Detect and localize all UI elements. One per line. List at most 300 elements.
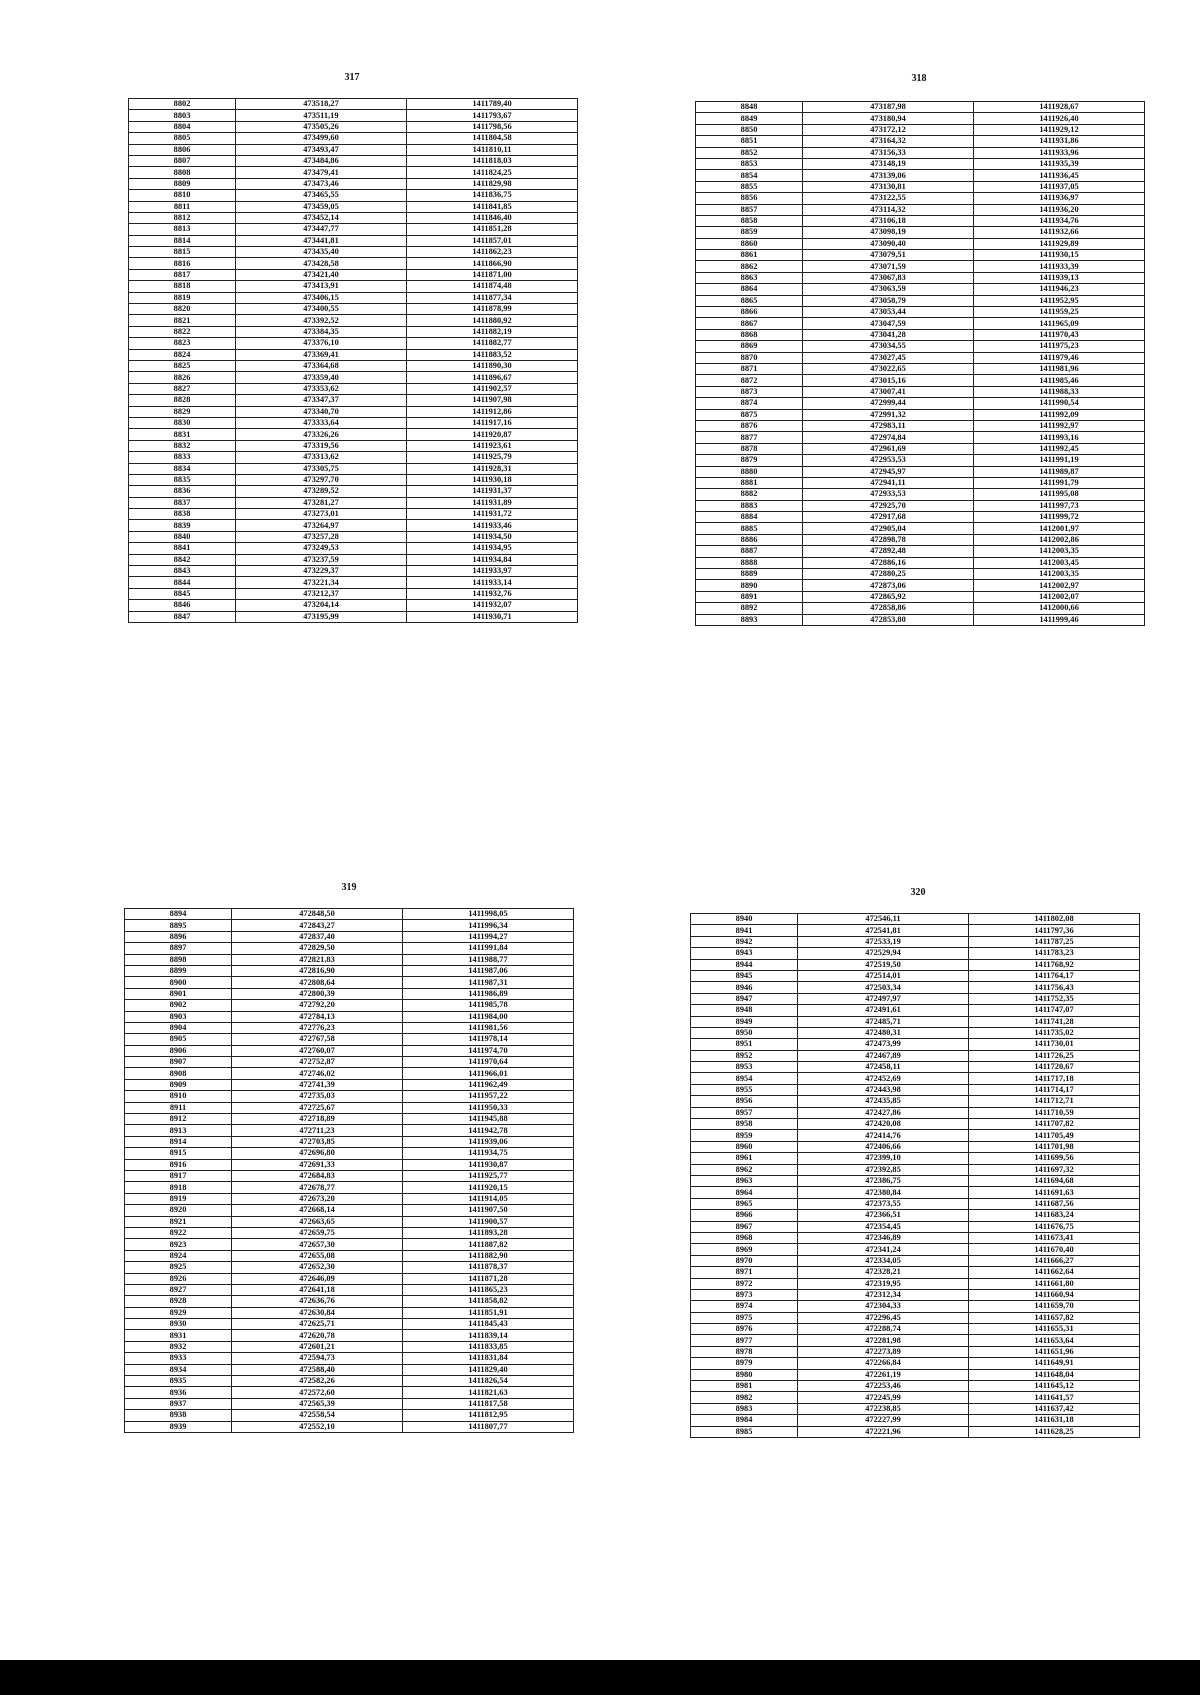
y-coordinate-cell: 1411926,40	[974, 113, 1145, 124]
table-row	[129, 577, 578, 588]
point-number-cell: 8964	[691, 1187, 798, 1198]
x-coordinate-cell: 472443,98	[798, 1084, 969, 1095]
x-coordinate-cell: 473364,68	[236, 360, 407, 371]
y-coordinate-cell: 1411882,77	[407, 338, 578, 349]
table-row	[125, 954, 574, 965]
table-row	[125, 1319, 574, 1330]
y-coordinate-cell: 1411735,02	[969, 1027, 1140, 1038]
x-coordinate-cell: 472843,27	[232, 920, 403, 931]
table-row	[125, 1034, 574, 1045]
coordinate-table-320	[690, 913, 1140, 1438]
y-coordinate-cell: 1411979,46	[974, 352, 1145, 363]
x-coordinate-cell: 472741,39	[232, 1079, 403, 1090]
x-coordinate-cell: 473156,33	[803, 147, 974, 158]
point-number-cell: 8925	[125, 1262, 232, 1273]
y-coordinate-cell: 1411817,58	[403, 1398, 574, 1409]
point-number-cell: 8860	[696, 238, 803, 249]
table-row	[125, 1057, 574, 1068]
point-number-cell: 8952	[691, 1050, 798, 1061]
x-coordinate-cell: 472473,99	[798, 1039, 969, 1050]
x-coordinate-cell: 473353,62	[236, 383, 407, 394]
x-coordinate-cell: 473428,58	[236, 258, 407, 269]
point-number-cell: 8915	[125, 1148, 232, 1159]
y-coordinate-cell: 1411975,23	[974, 341, 1145, 352]
x-coordinate-cell: 473273,01	[236, 509, 407, 520]
point-number-cell: 8867	[696, 318, 803, 329]
y-coordinate-cell: 1411865,23	[403, 1284, 574, 1295]
point-number-cell: 8910	[125, 1091, 232, 1102]
point-number-cell: 8932	[125, 1341, 232, 1352]
y-coordinate-cell: 1411936,20	[974, 204, 1145, 215]
table-row	[696, 557, 1145, 568]
point-number-cell: 8841	[129, 543, 236, 554]
x-coordinate-cell: 472735,03	[232, 1091, 403, 1102]
y-coordinate-cell: 1411826,54	[403, 1376, 574, 1387]
x-coordinate-cell: 472620,78	[232, 1330, 403, 1341]
x-coordinate-cell: 472760,07	[232, 1045, 403, 1056]
point-number-cell: 8906	[125, 1045, 232, 1056]
point-number-cell: 8945	[691, 970, 798, 981]
table-row	[696, 363, 1145, 374]
y-coordinate-cell: 1411648,04	[969, 1369, 1140, 1380]
x-coordinate-cell: 473164,32	[803, 136, 974, 147]
x-coordinate-cell: 473098,19	[803, 227, 974, 238]
x-coordinate-cell: 473053,44	[803, 307, 974, 318]
table-row	[696, 603, 1145, 614]
table-row	[691, 1175, 1140, 1186]
point-number-cell: 8973	[691, 1289, 798, 1300]
x-coordinate-cell: 472253,46	[798, 1381, 969, 1392]
table-row	[691, 1050, 1140, 1061]
y-coordinate-cell: 1412002,07	[974, 591, 1145, 602]
y-coordinate-cell: 1411935,39	[974, 158, 1145, 169]
y-coordinate-cell: 1411920,87	[407, 429, 578, 440]
x-coordinate-cell: 472312,34	[798, 1289, 969, 1300]
x-coordinate-cell: 472837,40	[232, 931, 403, 942]
table-row	[129, 315, 578, 326]
table-row	[696, 523, 1145, 534]
point-number-cell: 8936	[125, 1387, 232, 1398]
x-coordinate-cell: 473204,14	[236, 600, 407, 611]
page-number-317: 317	[344, 72, 360, 83]
point-number-cell: 8939	[125, 1421, 232, 1432]
table-row	[691, 936, 1140, 947]
point-number-cell: 8857	[696, 204, 803, 215]
y-coordinate-cell: 1411992,45	[974, 443, 1145, 454]
y-coordinate-cell: 1411993,16	[974, 432, 1145, 443]
y-coordinate-cell: 1411752,35	[969, 993, 1140, 1004]
point-number-cell: 8875	[696, 409, 803, 420]
point-number-cell: 8985	[691, 1426, 798, 1437]
x-coordinate-cell: 473058,79	[803, 295, 974, 306]
table-row	[691, 1005, 1140, 1016]
table-row	[129, 600, 578, 611]
table-row	[129, 167, 578, 178]
y-coordinate-cell: 1411912,86	[407, 406, 578, 417]
x-coordinate-cell: 473257,28	[236, 531, 407, 542]
point-number-cell: 8907	[125, 1057, 232, 1068]
y-coordinate-cell: 1411866,90	[407, 258, 578, 269]
x-coordinate-cell: 473079,51	[803, 250, 974, 261]
table-row	[691, 1084, 1140, 1095]
x-coordinate-cell: 472821,83	[232, 954, 403, 965]
table-row	[129, 212, 578, 223]
point-number-cell: 8856	[696, 193, 803, 204]
y-coordinate-cell: 1411965,09	[974, 318, 1145, 329]
point-number-cell: 8921	[125, 1216, 232, 1227]
y-coordinate-cell: 1411959,25	[974, 307, 1145, 318]
x-coordinate-cell: 473229,37	[236, 566, 407, 577]
table-row	[125, 943, 574, 954]
point-number-cell: 8885	[696, 523, 803, 534]
table-row	[696, 124, 1145, 135]
table-row	[691, 1141, 1140, 1152]
table-row	[129, 554, 578, 565]
y-coordinate-cell: 1411945,88	[403, 1114, 574, 1125]
table-row	[696, 432, 1145, 443]
y-coordinate-cell: 1411882,90	[403, 1250, 574, 1261]
y-coordinate-cell: 1411712,71	[969, 1096, 1140, 1107]
x-coordinate-cell: 472334,05	[798, 1255, 969, 1266]
point-number-cell: 8965	[691, 1198, 798, 1209]
y-coordinate-cell: 1411934,75	[403, 1148, 574, 1159]
y-coordinate-cell: 1411812,95	[403, 1410, 574, 1421]
x-coordinate-cell: 472273,89	[798, 1346, 969, 1357]
x-coordinate-cell: 472974,84	[803, 432, 974, 443]
point-number-cell: 8836	[129, 486, 236, 497]
y-coordinate-cell: 1411683,24	[969, 1210, 1140, 1221]
table-row	[696, 261, 1145, 272]
point-number-cell: 8871	[696, 363, 803, 374]
y-coordinate-cell: 1411931,89	[407, 497, 578, 508]
y-coordinate-cell: 1412003,35	[974, 546, 1145, 557]
point-number-cell: 8865	[696, 295, 803, 306]
point-number-cell: 8833	[129, 452, 236, 463]
table-row	[696, 204, 1145, 215]
x-coordinate-cell: 472646,09	[232, 1273, 403, 1284]
point-number-cell: 8977	[691, 1335, 798, 1346]
x-coordinate-cell: 473441,81	[236, 235, 407, 246]
table-row	[696, 466, 1145, 477]
point-number-cell: 8819	[129, 292, 236, 303]
point-number-cell: 8934	[125, 1364, 232, 1375]
x-coordinate-cell: 472533,19	[798, 936, 969, 947]
table-row	[696, 272, 1145, 283]
table-row	[696, 295, 1145, 306]
y-coordinate-cell: 1411931,86	[974, 136, 1145, 147]
table-row	[691, 982, 1140, 993]
scan-bottom-edge	[0, 1660, 1200, 1695]
y-coordinate-cell: 1411783,23	[969, 948, 1140, 959]
table-row	[696, 614, 1145, 625]
point-number-cell: 8943	[691, 948, 798, 959]
x-coordinate-cell: 473289,52	[236, 486, 407, 497]
table-row	[129, 110, 578, 121]
y-coordinate-cell: 1411984,00	[403, 1011, 574, 1022]
x-coordinate-cell: 473063,59	[803, 284, 974, 295]
table-row	[125, 977, 574, 988]
x-coordinate-cell: 472684,83	[232, 1170, 403, 1181]
y-coordinate-cell: 1411804,58	[407, 133, 578, 144]
x-coordinate-cell: 472752,87	[232, 1057, 403, 1068]
x-coordinate-cell: 472582,26	[232, 1376, 403, 1387]
point-number-cell: 8981	[691, 1381, 798, 1392]
point-number-cell: 8887	[696, 546, 803, 557]
x-coordinate-cell: 472366,51	[798, 1210, 969, 1221]
x-coordinate-cell: 472288,74	[798, 1324, 969, 1335]
table-row	[129, 497, 578, 508]
table-row	[125, 1148, 574, 1159]
point-number-cell: 8895	[125, 920, 232, 931]
y-coordinate-cell: 1411914,05	[403, 1193, 574, 1204]
y-coordinate-cell: 1411846,40	[407, 212, 578, 223]
point-number-cell: 8828	[129, 395, 236, 406]
x-coordinate-cell: 472630,84	[232, 1307, 403, 1318]
y-coordinate-cell: 1411793,67	[407, 110, 578, 121]
x-coordinate-cell: 472703,85	[232, 1136, 403, 1147]
table-row	[696, 307, 1145, 318]
table-row	[691, 1073, 1140, 1084]
x-coordinate-cell: 472991,32	[803, 409, 974, 420]
y-coordinate-cell: 1411882,19	[407, 326, 578, 337]
y-coordinate-cell: 1411818,03	[407, 155, 578, 166]
y-coordinate-cell: 1411929,12	[974, 124, 1145, 135]
table-row	[691, 1016, 1140, 1027]
y-coordinate-cell: 1411995,08	[974, 489, 1145, 500]
x-coordinate-cell: 473281,27	[236, 497, 407, 508]
table-row	[696, 386, 1145, 397]
table-row	[129, 326, 578, 337]
table-row	[691, 1289, 1140, 1300]
point-number-cell: 8820	[129, 304, 236, 315]
point-number-cell: 8960	[691, 1141, 798, 1152]
y-coordinate-cell: 1411877,34	[407, 292, 578, 303]
point-number-cell: 8824	[129, 349, 236, 360]
table-row	[696, 147, 1145, 158]
point-number-cell: 8873	[696, 386, 803, 397]
x-coordinate-cell: 472588,40	[232, 1364, 403, 1375]
point-number-cell: 8830	[129, 417, 236, 428]
point-number-cell: 8872	[696, 375, 803, 386]
x-coordinate-cell: 472941,11	[803, 477, 974, 488]
y-coordinate-cell: 1411939,13	[974, 272, 1145, 283]
table-row	[125, 1170, 574, 1181]
point-number-cell: 8838	[129, 509, 236, 520]
x-coordinate-cell: 472873,06	[803, 580, 974, 591]
point-number-cell: 8929	[125, 1307, 232, 1318]
table-row	[691, 1130, 1140, 1141]
page-number-318: 318	[911, 73, 927, 84]
x-coordinate-cell: 472435,85	[798, 1096, 969, 1107]
table-row	[696, 170, 1145, 181]
y-coordinate-cell: 1411902,57	[407, 383, 578, 394]
table-row	[125, 1250, 574, 1261]
table-row	[125, 1284, 574, 1295]
y-coordinate-cell: 1411933,96	[974, 147, 1145, 158]
table-row	[129, 520, 578, 531]
x-coordinate-cell: 473473,46	[236, 178, 407, 189]
table-row	[691, 1221, 1140, 1232]
table-row	[691, 948, 1140, 959]
table-row	[696, 102, 1145, 113]
point-number-cell: 8893	[696, 614, 803, 625]
y-coordinate-cell: 1411670,40	[969, 1244, 1140, 1255]
y-coordinate-cell: 1411874,48	[407, 281, 578, 292]
table-row	[696, 181, 1145, 192]
x-coordinate-cell: 472848,50	[232, 909, 403, 920]
x-coordinate-cell: 472503,34	[798, 982, 969, 993]
y-coordinate-cell: 1411933,14	[407, 577, 578, 588]
x-coordinate-cell: 472691,33	[232, 1159, 403, 1170]
point-number-cell: 8982	[691, 1392, 798, 1403]
x-coordinate-cell: 472853,80	[803, 614, 974, 625]
y-coordinate-cell: 1411934,76	[974, 215, 1145, 226]
x-coordinate-cell: 473264,97	[236, 520, 407, 531]
table-row	[696, 569, 1145, 580]
x-coordinate-cell: 473114,32	[803, 204, 974, 215]
y-coordinate-cell: 1411691,63	[969, 1187, 1140, 1198]
table-row	[691, 1381, 1140, 1392]
table-row	[696, 455, 1145, 466]
point-number-cell: 8896	[125, 931, 232, 942]
x-coordinate-cell: 472546,11	[798, 914, 969, 925]
y-coordinate-cell: 1411720,67	[969, 1062, 1140, 1073]
point-number-cell: 8912	[125, 1114, 232, 1125]
point-number-cell: 8941	[691, 925, 798, 936]
x-coordinate-cell: 472281,98	[798, 1335, 969, 1346]
page-number-320: 320	[910, 887, 926, 898]
point-number-cell: 8886	[696, 534, 803, 545]
point-number-cell: 8825	[129, 360, 236, 371]
point-number-cell: 8897	[125, 943, 232, 954]
y-coordinate-cell: 1411925,79	[407, 452, 578, 463]
point-number-cell: 8855	[696, 181, 803, 192]
point-number-cell: 8870	[696, 352, 803, 363]
x-coordinate-cell: 473237,59	[236, 554, 407, 565]
point-number-cell: 8894	[125, 909, 232, 920]
table-row	[696, 591, 1145, 602]
point-number-cell: 8880	[696, 466, 803, 477]
y-coordinate-cell: 1411839,14	[403, 1330, 574, 1341]
x-coordinate-cell: 472304,33	[798, 1301, 969, 1312]
point-number-cell: 8902	[125, 1000, 232, 1011]
table-row	[691, 1403, 1140, 1414]
x-coordinate-cell: 472668,14	[232, 1205, 403, 1216]
y-coordinate-cell: 1411994,27	[403, 931, 574, 942]
y-coordinate-cell: 1411999,72	[974, 512, 1145, 523]
x-coordinate-cell: 472961,69	[803, 443, 974, 454]
x-coordinate-cell: 472945,97	[803, 466, 974, 477]
y-coordinate-cell: 1411998,05	[403, 909, 574, 920]
table-row	[691, 1312, 1140, 1323]
point-number-cell: 8967	[691, 1221, 798, 1232]
point-number-cell: 8874	[696, 398, 803, 409]
table-row	[691, 1426, 1140, 1437]
y-coordinate-cell: 1411845,43	[403, 1319, 574, 1330]
x-coordinate-cell: 472341,24	[798, 1244, 969, 1255]
x-coordinate-cell: 472552,10	[232, 1421, 403, 1432]
table-row	[125, 1045, 574, 1056]
x-coordinate-cell: 472319,95	[798, 1278, 969, 1289]
coordinate-table-317	[128, 98, 578, 623]
y-coordinate-cell: 1411871,00	[407, 269, 578, 280]
point-number-cell: 8951	[691, 1039, 798, 1050]
point-number-cell: 8879	[696, 455, 803, 466]
table-row	[696, 398, 1145, 409]
point-number-cell: 8827	[129, 383, 236, 394]
point-number-cell: 8851	[696, 136, 803, 147]
point-number-cell: 8950	[691, 1027, 798, 1038]
x-coordinate-cell: 472767,58	[232, 1034, 403, 1045]
point-number-cell: 8970	[691, 1255, 798, 1266]
table-row	[125, 1193, 574, 1204]
y-coordinate-cell: 1411952,95	[974, 295, 1145, 306]
y-coordinate-cell: 1411649,91	[969, 1358, 1140, 1369]
point-number-cell: 8908	[125, 1068, 232, 1079]
x-coordinate-cell: 472458,11	[798, 1062, 969, 1073]
y-coordinate-cell: 1411932,66	[974, 227, 1145, 238]
table-row	[129, 224, 578, 235]
table-row	[125, 909, 574, 920]
table-row	[696, 136, 1145, 147]
x-coordinate-cell: 472346,89	[798, 1232, 969, 1243]
y-coordinate-cell: 1411934,84	[407, 554, 578, 565]
point-number-cell: 8933	[125, 1353, 232, 1364]
table-row	[691, 1164, 1140, 1175]
y-coordinate-cell: 1411637,42	[969, 1403, 1140, 1414]
point-number-cell: 8847	[129, 611, 236, 622]
table-row	[691, 1153, 1140, 1164]
point-number-cell: 8839	[129, 520, 236, 531]
point-number-cell: 8815	[129, 247, 236, 258]
point-number-cell: 8927	[125, 1284, 232, 1295]
point-number-cell: 8842	[129, 554, 236, 565]
table-row	[125, 1387, 574, 1398]
y-coordinate-cell: 1411988,77	[403, 954, 574, 965]
point-number-cell: 8963	[691, 1175, 798, 1186]
point-number-cell: 8954	[691, 1073, 798, 1084]
x-coordinate-cell: 473406,15	[236, 292, 407, 303]
y-coordinate-cell: 1411878,99	[407, 304, 578, 315]
x-coordinate-cell: 473195,99	[236, 611, 407, 622]
x-coordinate-cell: 473333,64	[236, 417, 407, 428]
y-coordinate-cell: 1411937,05	[974, 181, 1145, 192]
point-number-cell: 8961	[691, 1153, 798, 1164]
y-coordinate-cell: 1411974,70	[403, 1045, 574, 1056]
y-coordinate-cell: 1411645,12	[969, 1381, 1140, 1392]
point-number-cell: 8861	[696, 250, 803, 261]
table-row	[125, 1102, 574, 1113]
table-row	[691, 1244, 1140, 1255]
point-number-cell: 8904	[125, 1022, 232, 1033]
x-coordinate-cell: 473212,37	[236, 588, 407, 599]
table-row	[691, 1255, 1140, 1266]
x-coordinate-cell: 472497,97	[798, 993, 969, 1004]
table-row	[125, 1262, 574, 1273]
point-number-cell: 8862	[696, 261, 803, 272]
table-row	[691, 1119, 1140, 1130]
table-row	[129, 452, 578, 463]
table-row	[691, 1415, 1140, 1426]
table-row	[696, 534, 1145, 545]
x-coordinate-cell: 472514,01	[798, 970, 969, 981]
point-number-cell: 8935	[125, 1376, 232, 1387]
table-row	[125, 1353, 574, 1364]
point-number-cell: 8920	[125, 1205, 232, 1216]
table-row	[125, 1330, 574, 1341]
point-number-cell: 8949	[691, 1016, 798, 1027]
point-number-cell: 8890	[696, 580, 803, 591]
